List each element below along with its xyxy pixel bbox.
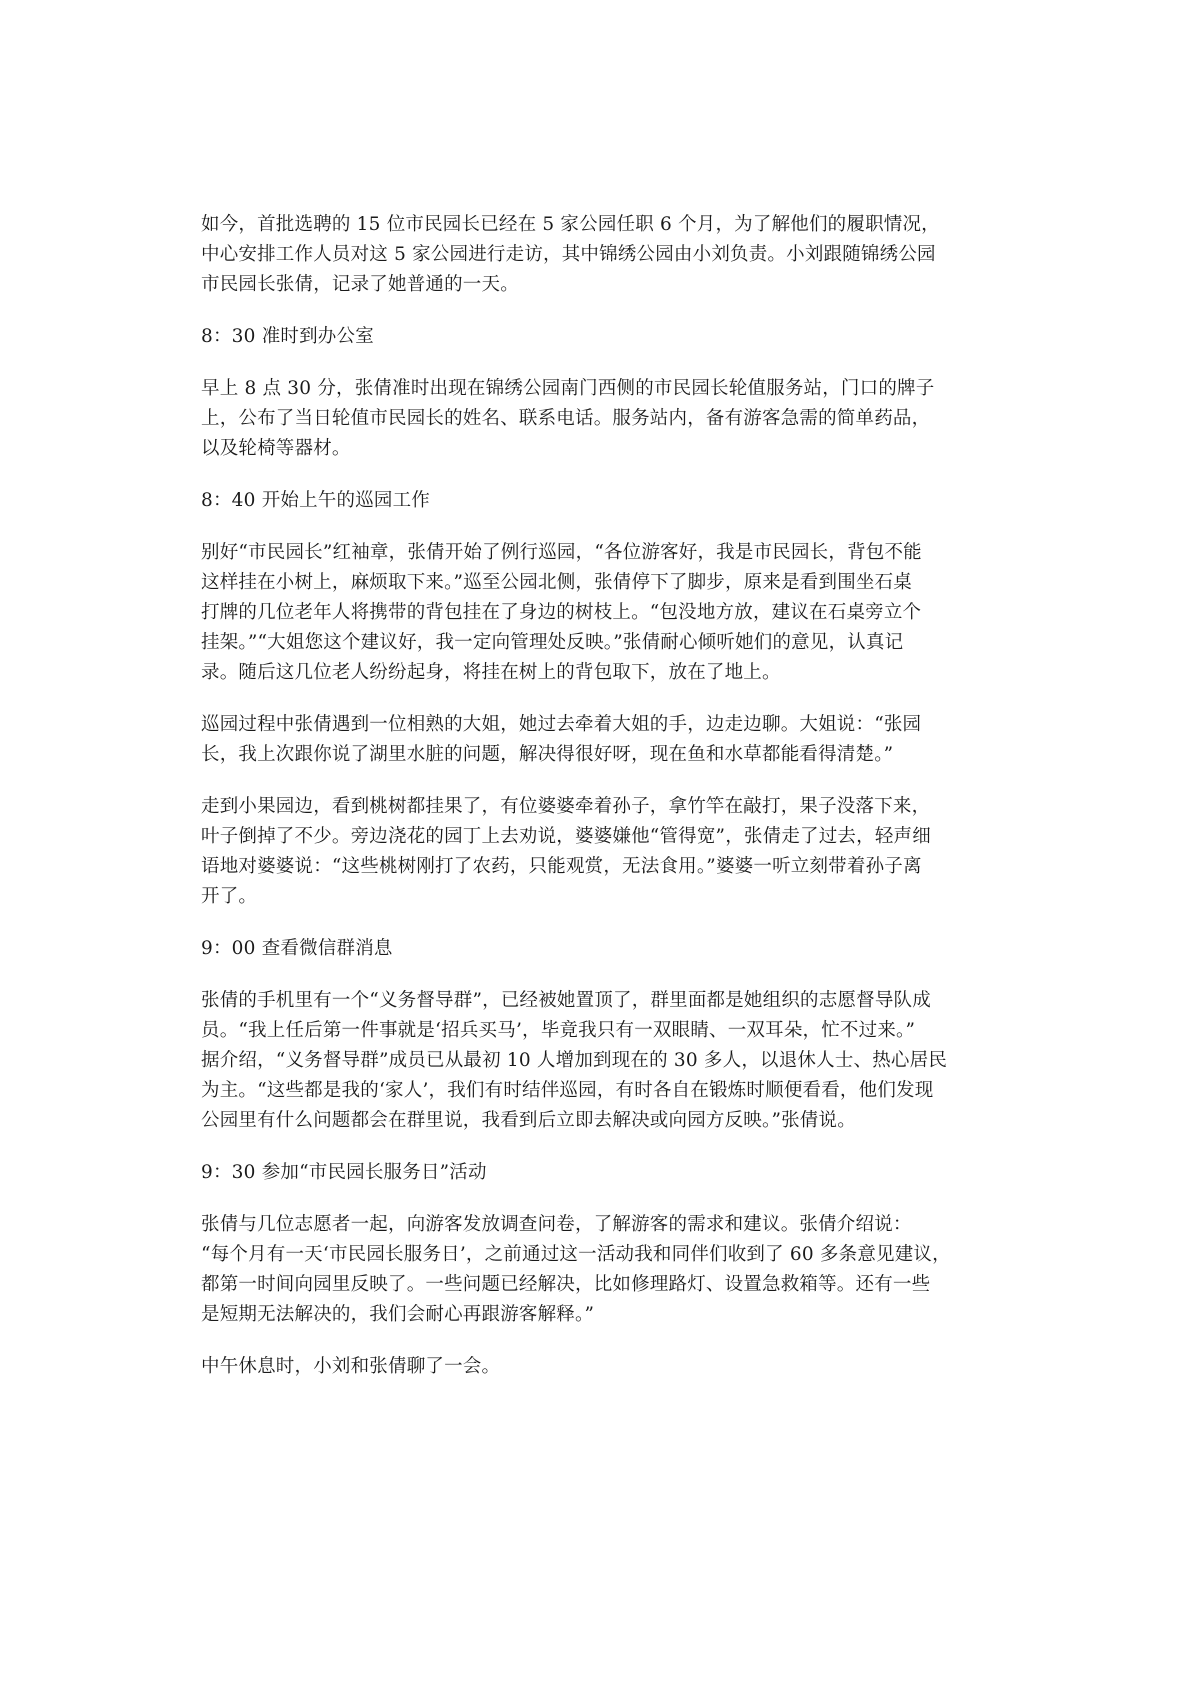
section-heading-0900 <box>201 934 1001 964</box>
text-line: 开了。 <box>201 886 258 907</box>
text-line: 张倩的手机里有一个“义务督导群”，已经被她置顶了，群里面都是她组织的志愿督导队成 <box>201 990 931 1011</box>
text-line: 巡园过程中张倩遇到一位相熟的大姐，她过去牵着大姐的手，边走边聊。大姐说：“张园 <box>201 714 922 735</box>
text-line: 市民园长张倩，记录了她普通的一天。 <box>201 274 519 295</box>
text-line: 别好“市民园长”红袖章，张倩开始了例行巡园，“各位游客好，我是市民园长，背包不能 <box>201 542 922 563</box>
paragraph-wechat <box>201 986 1001 1136</box>
document-page <box>201 210 1001 1404</box>
paragraph-service-day <box>201 1210 1001 1330</box>
text-line: 这样挂在小树上，麻烦取下来。”巡至公园北侧，张倩停下了脚步，原来是看到围坐石桌 <box>201 572 913 593</box>
heading-text: 9：00 查看微信群消息 <box>201 938 393 959</box>
text-line: 为主。“这些都是我的‘家人’，我们有时结伴巡园，有时各自在锻炼时顺便看看，他们发现 <box>201 1080 934 1101</box>
text-line: 以及轮椅等器材。 <box>201 438 351 459</box>
section-heading-0840 <box>201 486 1001 516</box>
text-line: 如今，首批选聘的 15 位市民园长已经在 5 家公园任职 6 个月，为了解他们的履职情况， <box>201 214 940 235</box>
text-line: 公园里有什么问题都会在群里说，我看到后立即去解决或向园方反映。”张倩说。 <box>201 1110 856 1131</box>
text-line: 叶子倒掉了不少。旁边浇花的园丁上去劝说，婆婆嫌他“管得宽”，张倩走了过去，轻声细 <box>201 826 931 847</box>
text-line: 据介绍，“义务督导群”成员已从最初 10 人增加到现在的 30 多人，以退休人士、热心居民 <box>201 1050 948 1071</box>
text-line: 都第一时间向园里反映了。一些问题已经解决，比如修理路灯、设置急救箱等。还有一些 <box>201 1274 931 1295</box>
text-line: 中午休息时，小刘和张倩聊了一会。 <box>201 1356 501 1377</box>
text-line: 张倩与几位志愿者一起，向游客发放调查问卷，了解游客的需求和建议。张倩介绍说： <box>201 1214 912 1235</box>
text-line: 语地对婆婆说：“这些桃树刚打了农药，只能观赏，无法食用。”婆婆一听立刻带着孙子离 <box>201 856 922 877</box>
heading-text: 9：30 参加“市民园长服务日”活动 <box>201 1162 487 1183</box>
text-line: 员。“我上任后第一件事就是‘招兵买马’，毕竟我只有一双眼睛、一双耳朵，忙不过来。” <box>201 1020 916 1041</box>
intro-paragraph <box>201 210 1001 300</box>
text-line: “每个月有一天‘市民园长服务日’，之前通过这一活动我和同伴们收到了 60 多条意见建议， <box>201 1244 951 1265</box>
paragraph-noon <box>201 1352 1001 1382</box>
section-heading-0930 <box>201 1158 1001 1188</box>
text-line: 中心安排工作人员对这 5 家公园进行走访，其中锦绣公园由小刘负责。小刘跟随锦绣公园 <box>201 244 936 265</box>
paragraph-orchard <box>201 792 1001 912</box>
section-heading-0830 <box>201 322 1001 352</box>
paragraph-lake <box>201 710 1001 770</box>
paragraph-0830 <box>201 374 1001 464</box>
text-line: 挂架。”“大姐您这个建议好，我一定向管理处反映。”张倩耐心倾听她们的意见，认真记 <box>201 632 904 653</box>
text-line: 长，我上次跟你说了湖里水脏的问题，解决得很好呀，现在鱼和水草都能看得清楚。” <box>201 744 894 765</box>
paragraph-patrol <box>201 538 1001 688</box>
text-line: 是短期无法解决的，我们会耐心再跟游客解释。” <box>201 1304 595 1325</box>
text-line: 早上 8 点 30 分，张倩准时出现在锦绣公园南门西侧的市民园长轮值服务站，门口的牌子 <box>201 378 935 399</box>
text-line: 上，公布了当日轮值市民园长的姓名、联系电话。服务站内，备有游客急需的简单药品， <box>201 408 931 429</box>
text-line: 打牌的几位老年人将携带的背包挂在了身边的树枝上。“包没地方放，建议在石桌旁立个 <box>201 602 922 623</box>
text-line: 走到小果园边，看到桃树都挂果了，有位婆婆牵着孙子，拿竹竿在敲打，果子没落下来， <box>201 796 931 817</box>
heading-text: 8：30 准时到办公室 <box>201 326 374 347</box>
text-line: 录。随后这几位老人纷纷起身，将挂在树上的背包取下，放在了地上。 <box>201 662 781 683</box>
heading-text: 8：40 开始上午的巡园工作 <box>201 490 430 511</box>
